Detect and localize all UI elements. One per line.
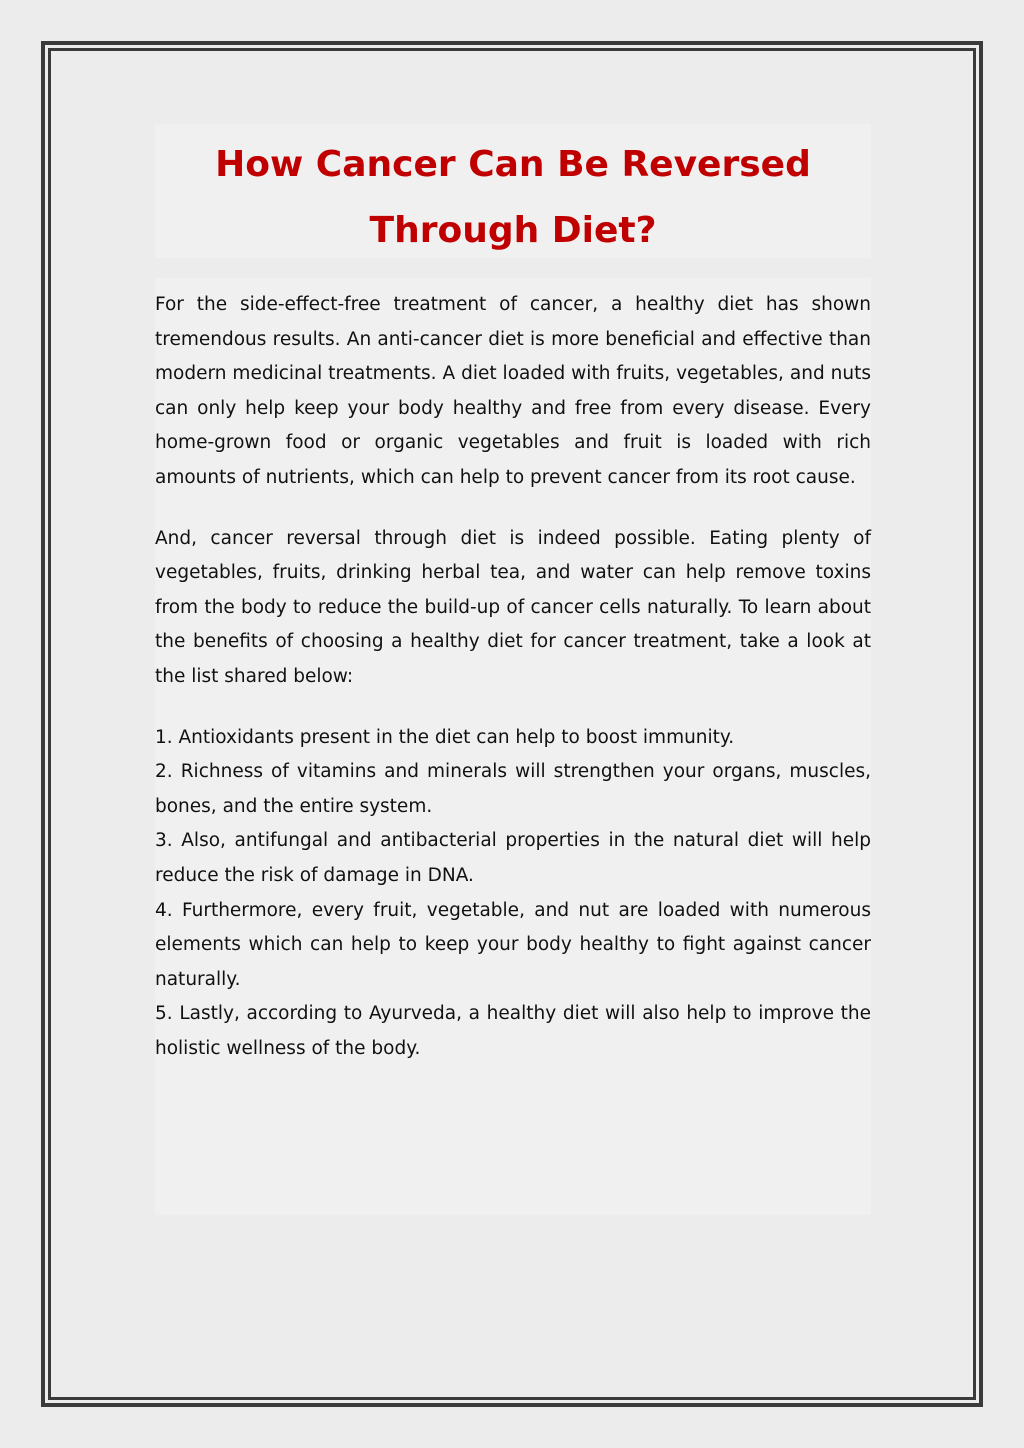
paragraph-reversal: And, cancer reversal through diet is indeed possible. Eating plenty of vegetables, fruits, drinking herbal tea, and water can help remove toxins from the body to reduce the build-up of cancer cells naturally. To learn about the benefits of choosing a healthy diet for cancer treatment, take a look at the list shared below: — [155, 527, 871, 687]
document-content — [155, 124, 871, 1215]
list-item: 2. Richness of vitamins and minerals will strengthen your organs, muscles, bones, and the entire system. — [155, 761, 871, 817]
list-item: 5. Lastly, according to Ayurveda, a healthy diet will also help to improve the holistic wellness of the body. — [155, 1003, 871, 1059]
benefits-list — [155, 721, 871, 1067]
body-panel — [155, 278, 871, 1215]
list-item: 3. Also, antifungal and antibacterial properties in the natural diet will help reduce the risk of damage in DNA. — [155, 830, 871, 886]
document-title: How Cancer Can Be Reversed Through Diet? — [215, 144, 811, 251]
title-panel — [155, 124, 871, 258]
list-item: 1. Antioxidants present in the diet can help to boost immunity. — [155, 726, 735, 748]
list-item: 4. Furthermore, every fruit, vegetable, and nut are loaded with numerous elements which can help to keep your body healthy to fight against cancer naturally. — [155, 899, 871, 990]
paragraph-intro: For the side-effect-free treatment of cancer, a healthy diet has shown tremendous results. An anti-cancer diet is more beneficial and effective than modern medicinal treatments. A diet loaded with fruits, vegetables, and nuts can only help keep your body healthy and free from every disease. Every home-grown food or organic vegetables and fruit is loaded with rich amounts of nutrients, which can help to prevent cancer from its root cause. — [155, 294, 871, 488]
